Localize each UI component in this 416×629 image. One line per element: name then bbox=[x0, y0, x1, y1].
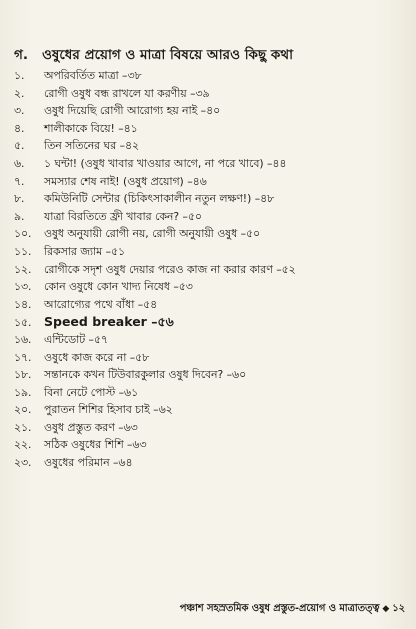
section-title: ওষুধের প্রয়োগ ও মাত্রা বিষয়ে আরও কিছু কথা bbox=[42, 47, 293, 63]
toc-item-number: ২১. bbox=[14, 420, 32, 434]
toc-item-number: ১৪. bbox=[14, 297, 32, 311]
toc-item-number: ৫. bbox=[14, 139, 25, 153]
toc-item bbox=[14, 349, 409, 367]
toc-item bbox=[14, 436, 409, 454]
toc-item-number: ২. bbox=[14, 86, 25, 100]
toc-item-title: কমিউনিটি সেন্টার (চিকিৎসাকালীন নতুন লক্ষণ!) –৪৮ bbox=[44, 192, 275, 206]
toc-item-title: রোগীকে সদৃশ ওষুধ দেয়ার পরেও কাজ না করার কারণ –৫২ bbox=[44, 262, 296, 276]
toc-item-title: Speed breaker –৫৬ bbox=[44, 314, 174, 330]
page-number: ১২ bbox=[392, 603, 405, 614]
toc-item bbox=[14, 454, 409, 472]
running-title: পঞ্চাশ সহস্রতমিক ওষুধ প্রস্তুত-প্রয়োগ ও মাত্রাতত্ত্ব bbox=[179, 603, 380, 614]
toc-item-title: রোগী ওষুধ বন্ধ রাখলে যা করণীয় –৩৯ bbox=[44, 86, 210, 100]
diamond-separator-icon: ◆ bbox=[382, 604, 390, 614]
toc-item bbox=[14, 155, 409, 173]
toc-item bbox=[14, 384, 409, 402]
toc-item-number: ১. bbox=[14, 69, 25, 82]
toc-item-title: শালীকাকে বিয়ে! –৪১ bbox=[44, 121, 138, 135]
toc-item-number: ২২. bbox=[14, 438, 32, 452]
toc-item-number: ১৭. bbox=[14, 350, 32, 364]
toc-item bbox=[14, 208, 409, 226]
toc-item-number: ৩. bbox=[14, 104, 25, 118]
toc-item-title: সঠিক ওষুধের শিশি –৬৩ bbox=[44, 438, 147, 452]
toc-item-number: ২৩. bbox=[14, 456, 32, 470]
toc-item-number: ৪. bbox=[14, 121, 25, 135]
toc-item bbox=[14, 278, 409, 296]
toc-item-title: সন্তানকে কখন টিউবারকুলার ওষুধ দিবেন? –৬০ bbox=[44, 368, 247, 382]
toc-item bbox=[14, 120, 409, 138]
toc-item-number: ১৯. bbox=[14, 385, 32, 399]
toc-item-number: ১৫. bbox=[14, 316, 32, 330]
toc-item-title: ওষুধ অনুযায়ী রোগী নয়, রোগী অনুযায়ী ওষুধ –৫০ bbox=[44, 227, 261, 241]
toc-item-title: ওষুধের পরিমান –৬৪ bbox=[44, 456, 133, 470]
toc-item bbox=[14, 190, 409, 208]
toc-item-title: ওষুধে কাজ করে না –৫৮ bbox=[44, 350, 150, 364]
toc-item-title: ১ ঘন্টা! (ওষুধ খাবার খাওয়ার আগে, না পরে খাবে) –৪৪ bbox=[44, 156, 287, 170]
toc-list bbox=[14, 67, 409, 472]
toc-item-number: ৭. bbox=[14, 174, 25, 188]
toc-item bbox=[14, 331, 409, 349]
page-footer bbox=[0, 601, 405, 618]
toc-item bbox=[14, 419, 409, 437]
toc-item bbox=[14, 102, 409, 120]
toc-item bbox=[14, 261, 409, 279]
toc-item bbox=[14, 296, 409, 314]
toc-item-number: ১২. bbox=[14, 262, 32, 276]
toc-item-title: যাত্রা বিরতিতে ফ্রী খাবার কেন? –৫০ bbox=[44, 209, 202, 223]
toc-item-number: ২০. bbox=[14, 403, 32, 417]
toc-item-number: ৯. bbox=[14, 209, 25, 223]
toc-item bbox=[14, 67, 409, 85]
toc-item-number: ১১. bbox=[14, 244, 32, 258]
toc-item-number: ১০. bbox=[14, 227, 32, 241]
toc-item-title: অপরিবর্তিত মাত্রা –৩৮ bbox=[44, 69, 142, 82]
section-heading bbox=[14, 44, 404, 67]
toc-item-title: এন্টিডোট –৫৭ bbox=[44, 332, 108, 346]
toc-item-title: আরোগ্যের পথে বাঁধা –৫৪ bbox=[44, 297, 158, 311]
toc-item bbox=[14, 173, 409, 191]
toc-item-number: ১৬. bbox=[14, 332, 32, 346]
toc-item-title: তিন সতিনের ঘর –৪২ bbox=[44, 139, 140, 153]
toc-item-title: সমস্যার শেষ নাই! (ওষুধ প্রয়োগ) –৪৬ bbox=[44, 174, 207, 188]
toc-item bbox=[14, 401, 409, 419]
toc-item bbox=[14, 137, 409, 155]
toc-item-title: পুরাতন শিশির হিসাব চাই –৬২ bbox=[44, 403, 173, 417]
toc-item-title: বিনা নেটে পোস্ট –৬১ bbox=[44, 385, 139, 399]
toc-item-number: ১৩. bbox=[14, 280, 32, 294]
section-marker: গ. bbox=[14, 47, 28, 63]
toc-item-title: কোন ওষুধে কোন খাদ্য নিষেধ –৫৩ bbox=[44, 280, 193, 294]
toc-item bbox=[14, 313, 409, 331]
toc-item bbox=[14, 243, 409, 261]
toc-item-number: ১৮. bbox=[14, 368, 32, 382]
toc-item bbox=[14, 366, 409, 384]
toc-item bbox=[14, 85, 409, 103]
toc-item bbox=[14, 225, 409, 243]
toc-item-title: ওষুধ দিয়েছি রোগী আরোগ্য হয় নাই –৪০ bbox=[44, 104, 221, 118]
toc-item-number: ৮. bbox=[14, 192, 25, 206]
toc-item-title: ওষুধ প্রস্তুত করণ –৬৩ bbox=[44, 420, 138, 434]
toc-item-title: রিকসার জ্যাম –৫১ bbox=[44, 244, 125, 258]
toc-item-number: ৬. bbox=[14, 156, 25, 170]
